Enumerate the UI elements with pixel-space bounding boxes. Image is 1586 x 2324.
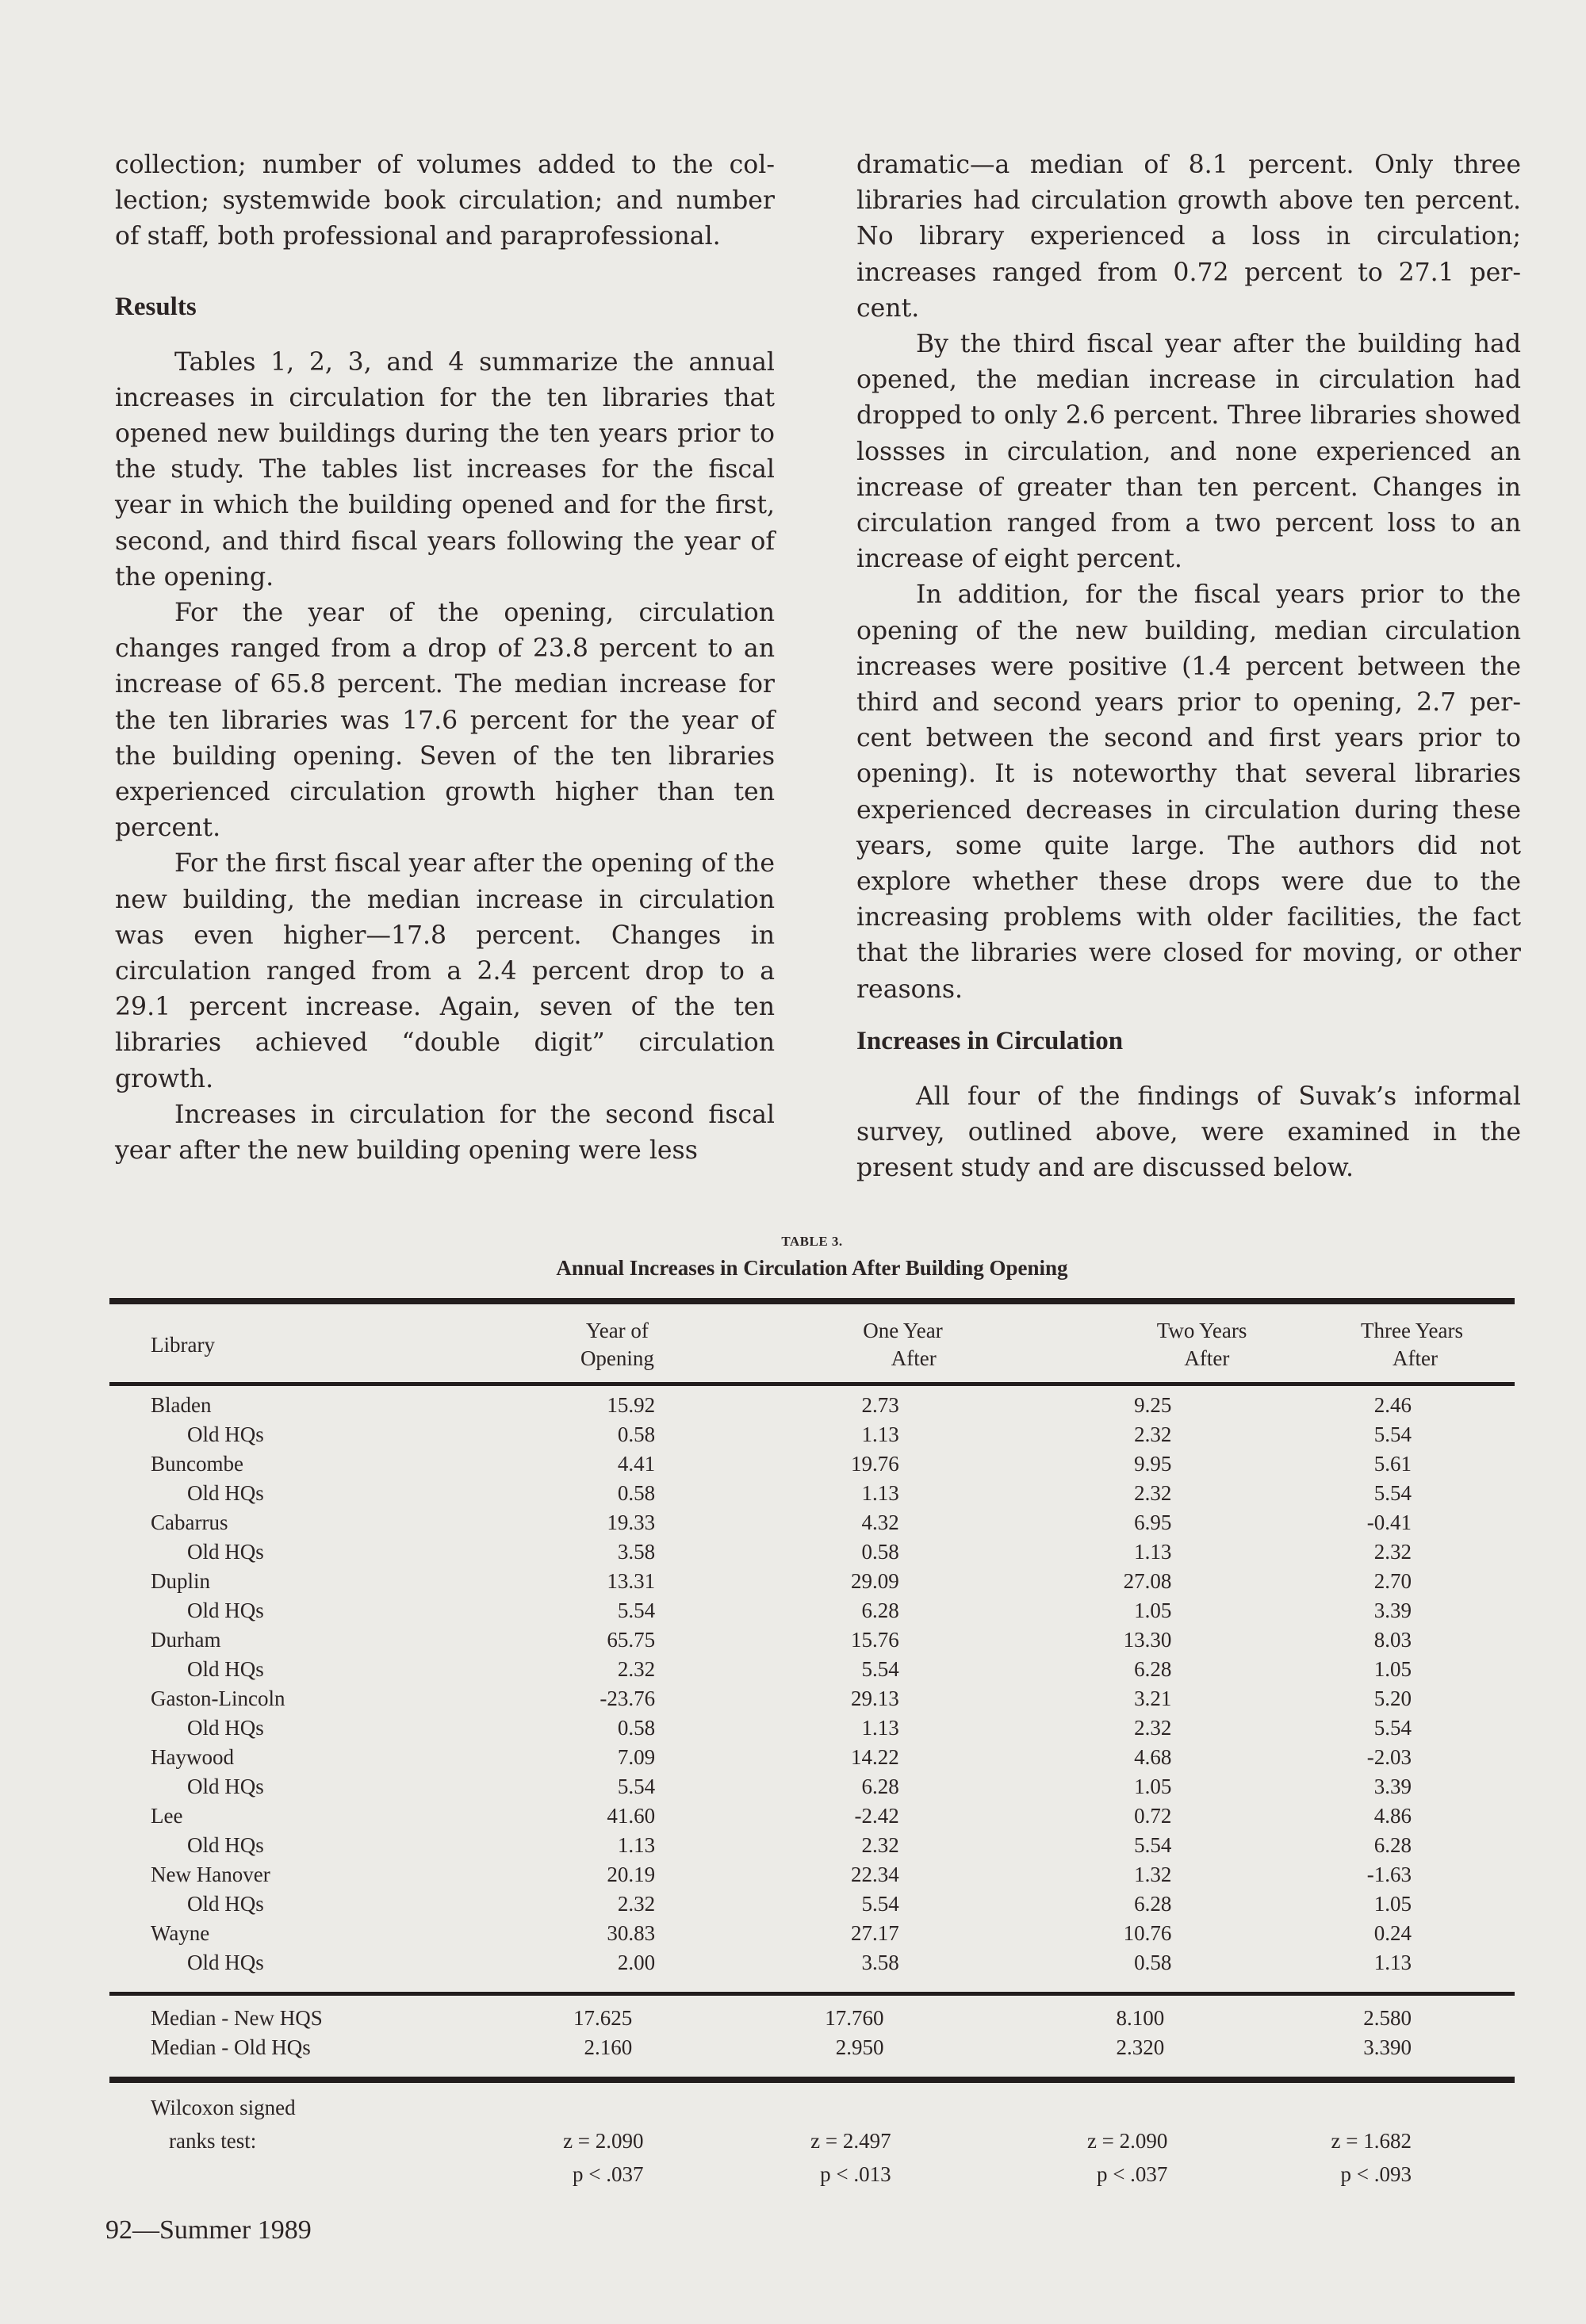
table-row-library — [109, 1567, 1515, 1596]
cell-value: 1.05 — [1373, 1892, 1412, 1916]
table-row-old-hq — [109, 1596, 1515, 1625]
cell-value: 2.46 — [1373, 1393, 1412, 1417]
cell-value: 1.13 — [1373, 1951, 1412, 1974]
library-name: Bladen — [151, 1393, 212, 1417]
table-top-rule — [109, 1298, 1515, 1304]
cell-value: 13.31 — [607, 1569, 656, 1593]
p-value: p < .037 — [573, 2162, 644, 2186]
cell-value: 29.09 — [850, 1569, 899, 1593]
cell-value: 19.76 — [850, 1452, 899, 1476]
median-label: Median - Old HQs — [151, 2035, 311, 2059]
header-two-years-after — [943, 1304, 1247, 1382]
header-line: After — [1393, 1346, 1438, 1370]
library-name: Old HQs — [187, 1540, 264, 1564]
cell-value: 1.32 — [1134, 1863, 1172, 1886]
table-title: Annual Increases in Circulation After Building Opening — [556, 1256, 1068, 1280]
cell-value: 2.32 — [617, 1892, 656, 1916]
z-value: z = 2.090 — [1086, 2129, 1168, 2153]
cell-value: 0.24 — [1373, 1921, 1412, 1945]
table-row-old-hq — [109, 1889, 1515, 1919]
cell-value: 0.58 — [1134, 1951, 1172, 1974]
header-library: Library — [151, 1332, 215, 1357]
cell-value: 6.28 — [861, 1598, 899, 1622]
paragraph: All four of the findings of Suvak’s informal survey, outlined above, were examined in the present study and are discussed below. — [856, 1082, 1521, 1183]
library-name: Old HQs — [187, 1833, 264, 1857]
cell-value: 27.17 — [850, 1921, 899, 1945]
header-line: After — [891, 1346, 937, 1370]
cell-value: 3.21 — [1134, 1687, 1172, 1710]
cell-value: 5.54 — [617, 1775, 656, 1798]
cell-value: 0.72 — [1134, 1804, 1172, 1828]
median-value: 2.580 — [1363, 2006, 1412, 2030]
cell-value: 0.58 — [861, 1540, 899, 1564]
cell-value: 4.32 — [861, 1510, 899, 1534]
cell-value: 20.19 — [607, 1863, 656, 1886]
cell-value: 5.54 — [1134, 1833, 1172, 1857]
wilcoxon-label: Wilcoxon signed — [151, 2096, 296, 2119]
library-name: Duplin — [151, 1569, 211, 1593]
cell-value: 2.32 — [1134, 1481, 1172, 1505]
table-row-old-hq — [109, 1537, 1515, 1567]
cell-value: 65.75 — [607, 1628, 656, 1652]
median-value: 3.390 — [1363, 2035, 1412, 2059]
median-value: 17.760 — [825, 2006, 884, 2030]
cell-value: 2.32 — [1134, 1716, 1172, 1740]
table-row-library — [109, 1391, 1515, 1420]
library-name: Old HQs — [187, 1422, 264, 1446]
cell-value: 3.58 — [617, 1540, 656, 1564]
cell-value: 1.13 — [861, 1716, 899, 1740]
header-year-of-opening — [492, 1304, 671, 1382]
p-value: p < .093 — [1340, 2162, 1412, 2186]
wilcoxon-table — [109, 2091, 1515, 2191]
median-value: 2.950 — [835, 2035, 884, 2059]
cell-value: 2.32 — [861, 1833, 899, 1857]
table-header — [109, 1304, 1515, 1382]
paragraph: collection; number of volumes added to the collection; systemwide book circulation; and number of staff, both professional and paraprofessional. — [115, 151, 775, 251]
cell-value: 6.95 — [1134, 1510, 1172, 1534]
section-heading-increases: Increases in Circulation — [856, 1026, 1124, 1055]
cell-value: 4.41 — [617, 1452, 656, 1476]
library-name: Gaston-Lincoln — [151, 1687, 285, 1710]
median-value: 2.320 — [1116, 2035, 1165, 2059]
header-three-years-after — [1247, 1304, 1515, 1382]
library-name: Old HQs — [187, 1481, 264, 1505]
table-row-old-hq — [109, 1420, 1515, 1449]
cell-value: 2.00 — [617, 1951, 656, 1974]
library-name: Durham — [151, 1628, 221, 1652]
cell-value: -1.63 — [1366, 1863, 1412, 1886]
cell-value: -2.42 — [854, 1804, 899, 1828]
library-name: Old HQs — [187, 1775, 264, 1798]
cell-value: 1.05 — [1134, 1775, 1172, 1798]
library-name: Old HQs — [187, 1892, 264, 1916]
library-name: Old HQs — [187, 1598, 264, 1622]
table-label: TABLE 3. — [781, 1234, 843, 1249]
median-row — [109, 2004, 1515, 2033]
cell-value: 30.83 — [607, 1921, 656, 1945]
wilcoxon-row-p — [109, 2157, 1515, 2191]
paragraph: In addition, for the fiscal years prior to the opening of the new building, median circulation increases were positive (1.4 percent between the third and second years prior to opening, 2.7 percent between the second and first years prior to opening). It is noteworthy that several libraries experienced decreases in circulation during these years, some quite large. The authors did not explore whether these drops were due to the increasing problems with older facilities, the fact that the libraries were closed for moving, or other reasons. — [856, 580, 1521, 1004]
cell-value: -2.03 — [1366, 1745, 1412, 1769]
library-name: New Hanover — [151, 1863, 270, 1886]
cell-value: 10.76 — [1123, 1921, 1172, 1945]
paragraph: Tables 1, 2, 3, and 4 summarize the annual increases in circulation for the ten libraries that opened new buildings during the ten years prior to the study. The tables list increases for the fiscal year in which the building opened and for the first, second, and third fiscal years following the year of the opening. — [115, 347, 775, 592]
table-row-library — [109, 1508, 1515, 1537]
z-value: z = 2.497 — [810, 2129, 891, 2153]
table-row-library — [109, 1743, 1515, 1772]
cell-value: 41.60 — [607, 1804, 656, 1828]
medians-table — [109, 2004, 1515, 2062]
header-line: After — [1184, 1346, 1230, 1370]
cell-value: 0.58 — [617, 1422, 656, 1446]
library-name: Buncombe — [151, 1452, 243, 1476]
header-one-year-after — [671, 1304, 943, 1382]
right-column — [856, 147, 1521, 1186]
cell-value: 1.13 — [861, 1481, 899, 1505]
cell-value: -0.41 — [1366, 1510, 1412, 1534]
library-name: Old HQs — [187, 1657, 264, 1681]
table-row-library — [109, 1801, 1515, 1831]
median-label: Median - New HQS — [151, 2006, 323, 2030]
section-heading-results: Results — [115, 292, 197, 321]
table-row-old-hq — [109, 1772, 1515, 1801]
library-name: Old HQs — [187, 1716, 264, 1740]
cell-value: 1.13 — [617, 1833, 656, 1857]
wilcoxon-label: ranks test: — [169, 2129, 257, 2153]
table-row-old-hq — [109, 1655, 1515, 1684]
cell-value: 6.28 — [1373, 1833, 1412, 1857]
median-row — [109, 2033, 1515, 2062]
left-column — [115, 147, 775, 1169]
paragraph: By the third fiscal year after the building had opened, the median increase in circulation had dropped to only 2.6 percent. Three libraries showed lossses in circulation, and none experienced an increase of greater than ten percent. Changes in circulation ranged from a two percent loss to an increase of eight percent. — [856, 330, 1521, 574]
cell-value: 13.30 — [1123, 1628, 1172, 1652]
cell-value: 5.54 — [861, 1657, 899, 1681]
cell-value: 8.03 — [1373, 1628, 1412, 1652]
cell-value: 5.54 — [617, 1598, 656, 1622]
library-name: Old HQs — [187, 1951, 264, 1974]
table-row-old-hq — [109, 1948, 1515, 1978]
cell-value: 2.70 — [1373, 1569, 1412, 1593]
cell-value: 15.76 — [850, 1628, 899, 1652]
p-value: p < .037 — [1096, 2162, 1168, 2186]
cell-value: 27.08 — [1123, 1569, 1172, 1593]
cell-value: 5.61 — [1373, 1452, 1412, 1476]
library-name: Wayne — [151, 1921, 210, 1945]
cell-value: 0.58 — [617, 1481, 656, 1505]
median-value: 8.100 — [1116, 2006, 1165, 2030]
cell-value: 2.73 — [861, 1393, 899, 1417]
cell-value: 9.95 — [1134, 1452, 1172, 1476]
paragraph: dramatic—a median of 8.1 percent. Only three libraries had circulation growth above ten percent. No library experienced a loss in circulation; increases ranged from 0.72 percent to 27.1 percent. — [856, 151, 1521, 323]
table-row-old-hq — [109, 1831, 1515, 1860]
z-value: z = 2.090 — [563, 2129, 644, 2153]
table-body — [109, 1391, 1515, 1978]
header-line: Year of — [585, 1319, 649, 1342]
header-line: Two Years — [1156, 1319, 1247, 1342]
cell-value: 3.39 — [1373, 1598, 1412, 1622]
cell-value: 2.32 — [1134, 1422, 1172, 1446]
cell-value: 5.54 — [1373, 1481, 1412, 1505]
header-line: Opening — [580, 1346, 654, 1370]
p-value: p < .013 — [820, 2162, 891, 2186]
cell-value: 6.28 — [861, 1775, 899, 1798]
paragraph: For the year of the opening, circulation changes ranged from a drop of 23.8 percent to an increase of 65.8 percent. The median increase for the ten libraries was 17.6 percent for the year of the building opening. Seven of the ten libraries experienced circulation growth higher than ten percent. — [115, 599, 775, 843]
cell-value: 22.34 — [850, 1863, 899, 1886]
median-value: 2.160 — [584, 2035, 633, 2059]
page-footer: 92—Summer 1989 — [105, 2215, 312, 2245]
table-row-library — [109, 1449, 1515, 1479]
cell-value: 5.54 — [861, 1892, 899, 1916]
header-line: One Year — [863, 1319, 943, 1342]
table-row-old-hq — [109, 1479, 1515, 1508]
wilcoxon-row-label — [109, 2091, 1515, 2124]
cell-value: 4.86 — [1373, 1804, 1412, 1828]
cell-value: 19.33 — [607, 1510, 656, 1534]
table-row-library — [109, 1625, 1515, 1655]
cell-value: 1.13 — [1134, 1540, 1172, 1564]
table-3 — [109, 1229, 1515, 2191]
z-value: z = 1.682 — [1331, 2129, 1412, 2153]
library-name: Lee — [151, 1804, 183, 1828]
cell-value: 2.32 — [1373, 1540, 1412, 1564]
table-row-library — [109, 1684, 1515, 1713]
cell-value: 1.05 — [1373, 1657, 1412, 1681]
median-value: 17.625 — [573, 2006, 633, 2030]
cell-value: 5.54 — [1373, 1716, 1412, 1740]
cell-value: 6.28 — [1134, 1657, 1172, 1681]
header-line: Three Years — [1361, 1319, 1463, 1342]
table-row-library — [109, 1860, 1515, 1889]
cell-value: 3.39 — [1373, 1775, 1412, 1798]
cell-value: 2.32 — [617, 1657, 656, 1681]
cell-value: 7.09 — [617, 1745, 656, 1769]
library-name: Haywood — [151, 1745, 234, 1769]
cell-value: 1.05 — [1134, 1598, 1172, 1622]
cell-value: 14.22 — [850, 1745, 899, 1769]
cell-value: 3.58 — [861, 1951, 899, 1974]
library-name: Cabarrus — [151, 1510, 228, 1534]
medians-rule — [109, 2077, 1515, 2083]
cell-value: 5.54 — [1373, 1422, 1412, 1446]
cell-value: 4.68 — [1134, 1745, 1172, 1769]
cell-value: 9.25 — [1134, 1393, 1172, 1417]
paragraph: For the first fiscal year after the opening of the new building, the median increase in circulation was even higher—17.8 percent. Changes in circulation ranged from a 2.4 percent drop to a 29.1 percent increase. Again, seven of the ten libraries achieved “double digit” circulation growth. — [115, 849, 775, 1093]
table-row-old-hq — [109, 1713, 1515, 1743]
wilcoxon-row-z — [109, 2124, 1515, 2157]
cell-value: 1.13 — [861, 1422, 899, 1446]
cell-value: 29.13 — [850, 1687, 899, 1710]
cell-value: 0.58 — [617, 1716, 656, 1740]
cell-value: 5.20 — [1373, 1687, 1412, 1710]
table-row-library — [109, 1919, 1515, 1948]
cell-value: 6.28 — [1134, 1892, 1172, 1916]
cell-value: -23.76 — [600, 1687, 656, 1710]
cell-value: 15.92 — [607, 1393, 656, 1417]
paragraph: Increases in circulation for the second fiscal year after the new building opening were less — [115, 1100, 775, 1166]
